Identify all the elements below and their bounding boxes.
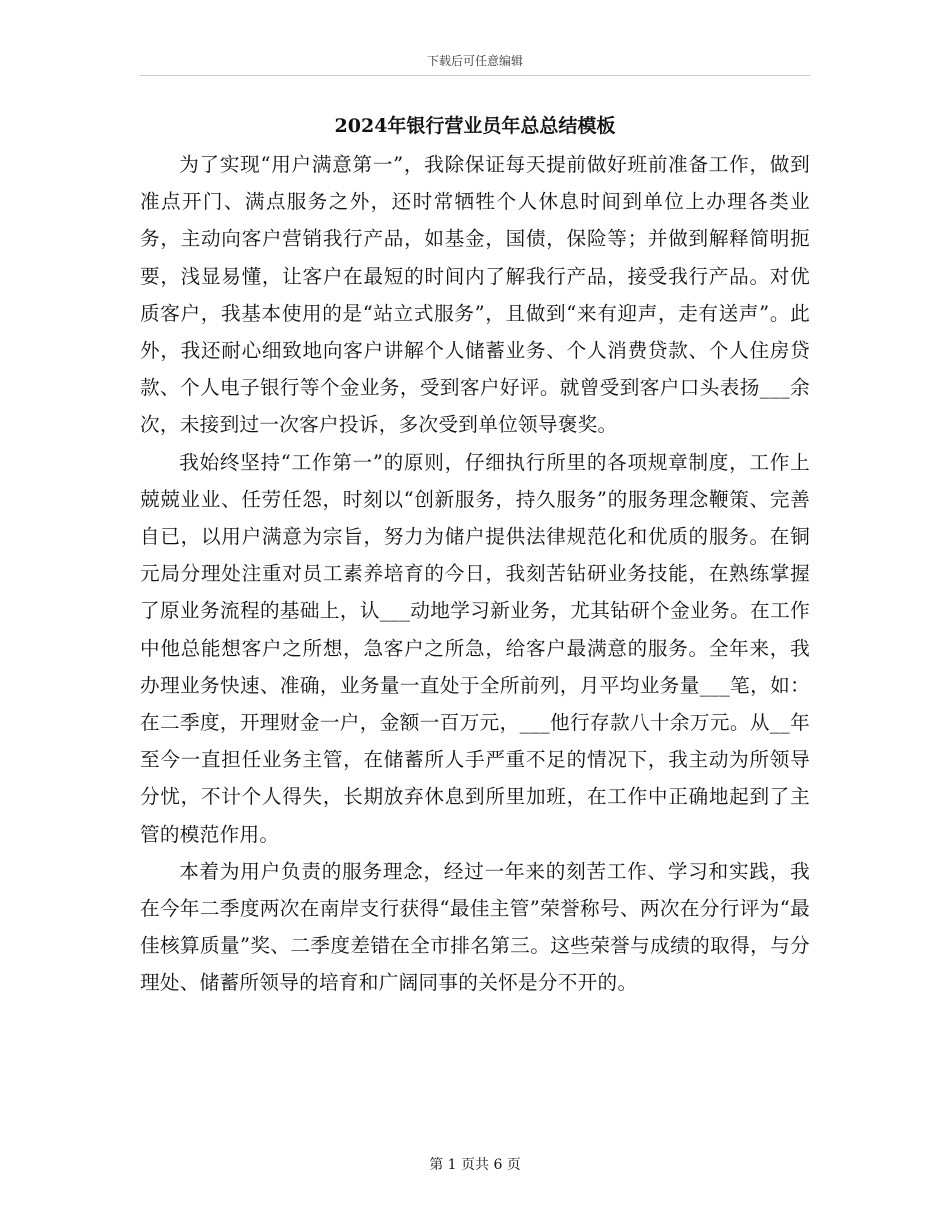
page-header: 下载后可任意编辑 (426, 54, 523, 68)
paragraph-2: 我始终坚持“工作第一”的原则，仔细执行所里的各项规章制度，工作上兢兢业业、任劳任怨，时刻以“创新服务，持久服务”的服务理念鞭策、完善自已，以用户满意为宗旨，努力为储户提供法律规范化和优质的服务。在铜元局分理处注重对员工素养培育的今日，我刻苦钻研业务技能，在熟练掌握了原业务流程的基础上，认___动地学习新业务，尤其钻研个金业务。在工作中他总能想客户之所想，急客户之所急，给客户最满意的服务。全年来，我办理业务快速、准确，业务量一直处于全所前列，月平均业务量___笔，如：在二季度，开理财金一户，金额一百万元，___他行存款八十余万元。从__年至今一直担任业务主管，在储蓄所人手严重不足的情况下，我主动为所领导分忧，不计个人得失，长期放弃休息到所里加班，在工作中正确地起到了主管的模范作用。 (140, 450, 810, 846)
header-divider (140, 75, 810, 76)
paragraph-1: 为了实现“用户满意第一”，我除保证每天提前做好班前准备工作，做到准点开门、满点服务之外，还时常牺牲个人休息时间到单位上办理各类业务，主动向客户营销我行产品，如基金，国债，保险等；并做到解释简明扼要，浅显易懂，让客户在最短的时间内了解我行产品，接受我行产品。对优质客户，我基本使用的是“站立式服务”，且做到“来有迎声，走有送声”。此外，我还耐心细致地向客户讲解个人储蓄业务、个人消费贷款、个人住房贷款、个人电子银行等个金业务，受到客户好评。就曾受到客户口头表扬___余次，未接到过一次客户投诉，多次受到单位领导褒奖。 (140, 153, 810, 437)
document-title: 2024年银行营业员年总总结模板 (334, 115, 616, 137)
page-number: 第 1 页共 6 页 (429, 1157, 521, 1173)
document-body (140, 146, 810, 1002)
paragraph-3: 本着为用户负责的服务理念，经过一年来的刻苦工作、学习和实践，我在今年二季度两次在南岸支行获得“最佳主管”荣誉称号、两次在分行评为“最佳核算质量”奖、二季度差错在全市排名第三。这些荣誉与成绩的取得，与分理处、储蓄所领导的培育和广阔同事的关怀是分不开的。 (140, 859, 810, 995)
